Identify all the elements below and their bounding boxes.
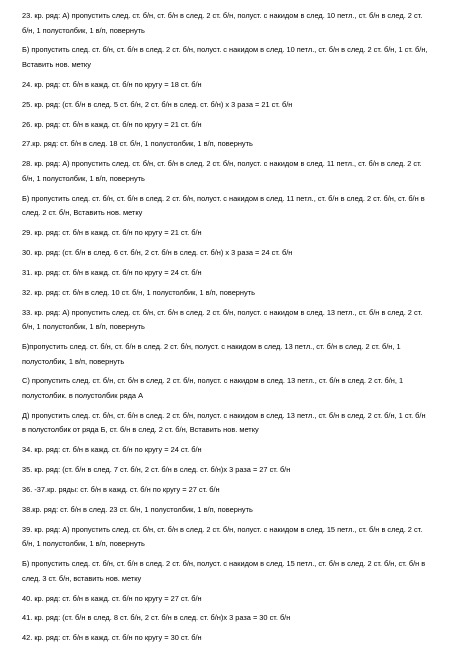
paragraph-row-31: 31. кр. ряд: ст. б/н в кажд. ст. б/н по кругу = 24 ст. б/н [22, 267, 202, 277]
document-body [22, 9, 430, 651]
paragraph-row-25: 25. кр. ряд: (ст. б/н в след. 5 ст. б/н, 2 ст. б/н в след. ст. б/н) х 3 раза = 21 ст. б/н [22, 99, 293, 109]
paragraph-row-34: 34. кр. ряд: ст. б/н в кажд. ст. б/н по кругу = 24 ст. б/н [22, 445, 202, 455]
paragraph-row-39a: 39. кр. ряд: А) пропустить след. ст. б/н, ст. б/н в след. 2 ст. б/н, полуст. с накидом в след. 15 петл., ст. б/н в след. 2 ст. б/н, 1 полустолбик, 1 в/п, повернуть [22, 524, 423, 549]
paragraph-row-36-37: 36. -37.кр. ряды: ст. б/н в кажд. ст. б/н по кругу = 27 ст. б/н [22, 485, 220, 495]
paragraph-row-39b: Б) пропустить след. ст. б/н, ст. б/н в след. 2 ст. б/н, полуст. с накидом в след. 15 петл., ст. б/н в след. 2 ст. б/н, ст. б/н в след. 3 ст. б/н, вставить нов. метку [22, 559, 426, 583]
paragraph-row-23a: 23. кр. ряд: А) пропустить след. ст. б/н, ст. б/н в след. 2 ст. б/н, полуст. с накидом в след. 10 петл., ст. б/н в след. 2 ст. б/н, 1 полустолбик, 1 в/п, повернуть [22, 11, 423, 35]
paragraph-row-32: 32. кр. ряд: ст. б/н в след. 10 ст. б/н, 1 полустолбик, 1 в/п, повернуть [22, 287, 255, 297]
paragraph-row-27: 27.кр. ряд: ст. б/н в след. 18 ст. б/н, 1 полустолбик, 1 в/п, повернуть [22, 139, 253, 149]
paragraph-row-29: 29. кр. ряд: ст. б/н в кажд. ст. б/н по кругу = 21 ст. б/н [22, 228, 202, 238]
paragraph-row-28a: 28. кр. ряд: А) пропустить след. ст. б/н, ст. б/н в след. 2 ст. б/н, полуст. с накидом в след. 11 петл., ст. б/н в след. 2 ст. б/н, 1 полустолбик, 1 в/п, повернуть [22, 159, 422, 183]
paragraph-row-42: 42. кр. ряд: ст. б/н в кажд. ст. б/н по кругу = 30 ст. б/н [22, 633, 202, 643]
paragraph-row-33c: С) пропустить след. ст. б/н, ст. б/н в след. 2 ст. б/н, полуст. с накидом в след. 13 петл., ст. б/н в след. 2 ст. б/н, 1 полустолбик. в полустолбик ряда А [22, 376, 404, 400]
paragraph-row-33a: 33. кр. ряд: А) пропустить след. ст. б/н, ст. б/н в след. 2 ст. б/н, полуст. с накидом в след. 13 петл., ст. б/н в след. 2 ст. б/н, 1 полустолбик, 1 в/п, повернуть [22, 307, 423, 332]
paragraph-row-28b: Б) пропустить след. ст. б/н, ст. б/н в след. 2 ст. б/н, полуст. с накидом в след. 11 петл., ст. б/н в след. 2 ст. б/н, ст. б/н в след. 2 ст. б/н, Вставить нов. метку [22, 193, 425, 218]
paragraph-row-33d: Д) пропустить след. ст. б/н, ст. б/н в след. 2 ст. б/н, полуст. с накидом в след. 13 петл., ст. б/н в след. 2 ст. б/н, 1 ст. б/н в полустолбик от ряда Б, ст. б/н в след. 2 ст. б/н, Вставить нов. метку [22, 410, 426, 435]
paragraph-row-24: 24. кр. ряд: ст. б/н в кажд. ст. б/н по кругу = 18 ст. б/н [22, 79, 202, 89]
paragraph-row-38: 38.кр. ряд: ст. б/н в след. 23 ст. б/н, 1 полустолбик, 1 в/п, повернуть [22, 504, 253, 514]
paragraph-row-35: 35. кр. ряд: (ст. б/н в след. 7 ст. б/н, 2 ст. б/н в след. ст. б/н)х 3 раза = 27 ст. б/н [22, 465, 291, 475]
paragraph-row-40: 40. кр. ряд: ст. б/н в кажд. ст. б/н по кругу = 27 ст. б/н [22, 593, 202, 603]
paragraph-row-23b: Б) пропустить след. ст. б/н, ст. б/н в след. 2 ст. б/н, полуст. с накидом в след. 10 петл., ст. б/н в след. 2 ст. б/н, 1 ст. б/н, Вставить нов. метку [22, 45, 428, 69]
paragraph-row-30: 30. кр. ряд: (ст. б/н в след. 6 ст. б/н, 2 ст. б/н в след. ст. б/н) х 3 раза = 24 ст. б/н [22, 248, 293, 258]
paragraph-row-33b: Б)пропустить след. ст. б/н, ст. б/н в след. 2 ст. б/н, полуст. с накидом в след. 13 петл., ст. б/н в след. 2 ст. б/н, 1 полустолбик, 1 в/п, повернуть [22, 342, 401, 366]
paragraph-row-41: 41. кр. ряд: (ст. б/н в след. 8 ст. б/н, 2 ст. б/н в след. ст. б/н)х 3 раза = 30 ст. б/н [22, 613, 291, 623]
paragraph-row-26: 26. кр. ряд: ст. б/н в кажд. ст. б/н по кругу = 21 ст. б/н [22, 119, 202, 129]
